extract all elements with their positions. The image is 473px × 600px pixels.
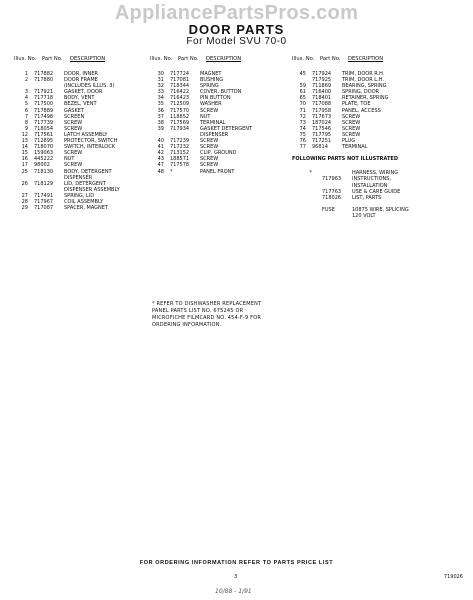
note-line: MICROFICHE FILMCARD NO. 454-F-9 FOR [152, 315, 262, 321]
rows-2 [150, 71, 286, 175]
part-number: 717570 [170, 107, 190, 114]
part-number: 717934 [170, 125, 190, 132]
part-number: 718129 [34, 180, 54, 187]
part-description: BODY, DETERGENT [64, 168, 112, 175]
illus-number: 25 [21, 168, 28, 175]
part-description: BUSHING [200, 77, 224, 84]
handwritten-note: 10/88 - 1/91 [215, 588, 252, 595]
part-description: USE & CARE GUIDE [352, 188, 401, 195]
part-description: TERMINAL [342, 144, 368, 151]
parts-row [150, 169, 286, 175]
part-number: 718026 [322, 194, 342, 201]
part-description: MAGNET [200, 71, 222, 77]
note-line: ORDERING INFORMATION. [152, 322, 222, 328]
illus-number: 36 [157, 107, 164, 114]
illus-number: 26 [21, 180, 28, 187]
part-number: 717795 [312, 131, 332, 138]
part-number: 717967 [34, 198, 54, 205]
part-number: 718401 [312, 95, 332, 102]
illus-number: 45 [299, 71, 306, 77]
header-part-no: Part No. [178, 56, 199, 62]
illus-number: 31 [157, 77, 164, 84]
parts-row [292, 144, 462, 150]
part-description: DISPENSER [64, 174, 93, 181]
part-number: 98002 [34, 162, 50, 169]
part-number: 717578 [170, 162, 190, 169]
part-number: 718054 [34, 125, 54, 132]
part-description: LID, DETERGENT [64, 180, 106, 187]
illus-number: 32 [157, 83, 164, 90]
header-part-no: Part No. [42, 56, 63, 62]
rows-1 [14, 71, 149, 211]
part-description: TRIM, DOOR R.H. [342, 71, 385, 77]
part-number: 717251 [312, 138, 332, 145]
illus-number: 61 [299, 89, 306, 96]
part-number: 188571 [170, 156, 190, 163]
part-description: BEARING, SPRING [342, 83, 387, 90]
part-description: DISPENSER ASSEMBLY [64, 186, 120, 193]
illus-number: 77 [299, 144, 306, 151]
part-description: DOOR, INNER [64, 71, 98, 77]
part-description: SWITCH, INTERLOCK [64, 144, 115, 151]
part-number: 716423 [170, 95, 190, 102]
parts-column-2 [150, 48, 286, 175]
part-description: PROTECTOR, SWITCH [64, 138, 118, 145]
part-number: 712509 [170, 101, 190, 108]
part-description: SCREW [64, 125, 83, 132]
part-description: SPACER, MAGNET [64, 205, 108, 212]
part-description: PANEL, ACCESS [342, 107, 381, 114]
part-description: NUT [64, 156, 75, 163]
illus-number: 13 [21, 138, 28, 145]
part-description: CLIP, GROUND [200, 150, 237, 157]
illus-number: 15 [21, 150, 28, 157]
part-number: * [170, 168, 173, 175]
column-header [14, 48, 149, 62]
part-number: 159063 [34, 150, 54, 157]
part-number: 711869 [312, 83, 332, 90]
part-description: SCREW [342, 113, 361, 120]
document-number: 719026 [443, 574, 463, 580]
illus-number: 39 [157, 125, 164, 132]
header-illus-no: Illus. No. [150, 56, 173, 62]
part-number: 718130 [34, 168, 54, 175]
illus-number: 2 [24, 77, 28, 84]
part-description: NUT [200, 113, 211, 120]
illus-number: 76 [299, 138, 306, 145]
page-number: 3 [234, 574, 238, 580]
part-description: HARNESS, WIRING [352, 170, 399, 177]
parts-row [14, 205, 149, 211]
rows-3 [292, 71, 462, 150]
part-description: SCREW [200, 162, 219, 169]
part-description: SCREEN [64, 113, 85, 120]
illus-number: 59 [299, 83, 306, 90]
illus-number: 16 [21, 156, 28, 163]
ordering-footer: FOR ORDERING INFORMATION REFER TO PARTS PRICE LIST [139, 560, 334, 566]
illus-number: 1 [24, 71, 28, 77]
part-number: 716400 [312, 89, 332, 96]
asterisk-marker: * [309, 170, 312, 177]
part-description: SPRING, LID [64, 192, 95, 199]
column-header [292, 48, 462, 62]
header-illus-no: Illus. No. [292, 56, 315, 62]
part-description: SCREW [342, 125, 361, 132]
part-description: COVER, BUTTON [200, 89, 242, 96]
part-description: SCREW [200, 138, 219, 145]
replacement-panel-note [152, 301, 332, 329]
part-description: SPRING, DOOR [342, 89, 380, 96]
part-number: 717498 [34, 113, 54, 120]
watermark: AppliancePartsPros.com [114, 2, 359, 24]
part-number: 717500 [34, 101, 54, 108]
column-header [150, 48, 286, 62]
illus-number: 71 [299, 107, 306, 114]
part-number: 717924 [312, 71, 332, 77]
part-description: SCREW [200, 156, 219, 163]
not-illustrated-row [292, 213, 462, 219]
illus-number: 70 [299, 101, 306, 108]
part-number: 445222 [34, 156, 54, 163]
illus-number: 7 [24, 113, 28, 120]
part-description: (INCLUDES ILLUS. 3) [64, 83, 115, 90]
part-description: PIN BUTTON [200, 95, 231, 102]
part-description: GASKET, DOOR [64, 89, 103, 96]
part-description: BODY, VENT [64, 95, 95, 102]
part-description: PANEL FRONT [200, 168, 235, 175]
part-description: LIST, PARTS [352, 194, 382, 201]
not-illustrated-heading: FOLLOWING PARTS NOT ILLUSTRATED [292, 156, 398, 163]
part-number: 717925 [312, 77, 332, 84]
illus-number: 33 [157, 89, 164, 96]
part-number: 717718 [34, 95, 54, 102]
header-description: DESCRIPTION [348, 56, 384, 62]
illus-number: 75 [299, 131, 306, 138]
part-number: 717081 [170, 77, 190, 84]
illus-number: 12 [21, 131, 28, 138]
parts-column-3 [292, 48, 462, 219]
part-number: 717569 [170, 119, 190, 126]
part-description: DOOR FRAME [64, 77, 98, 84]
illus-number: 9 [24, 125, 28, 132]
part-number: 717239 [170, 138, 190, 145]
part-number: 717087 [34, 205, 54, 212]
illus-number: 65 [299, 95, 306, 102]
illus-number: 4 [24, 95, 28, 102]
part-number: 717232 [170, 144, 190, 151]
part-number: 712895 [34, 138, 54, 145]
illus-number: 17 [21, 162, 28, 169]
illus-number: 42 [157, 150, 164, 157]
illus-number: 48 [157, 168, 164, 175]
page-title: DOOR PARTS [188, 22, 285, 37]
part-description: SPRING [200, 83, 219, 90]
header-description: DESCRIPTION [70, 56, 106, 62]
part-number: 118852 [170, 113, 190, 120]
illus-number: 72 [299, 113, 306, 120]
illus-number: 38 [157, 119, 164, 126]
part-description: LATCH ASSEMBLY [64, 131, 108, 138]
illus-number: 29 [21, 205, 28, 212]
header-description: DESCRIPTION [206, 56, 242, 62]
part-number [322, 213, 352, 219]
part-number: 717491 [34, 192, 54, 199]
part-number: 717882 [34, 71, 54, 77]
part-description: RETAINER, SPRING [342, 95, 389, 102]
part-description: SCREW [64, 119, 83, 126]
part-description: SCREW [200, 144, 219, 151]
part-description: PLUG [342, 138, 356, 145]
illus-number: 30 [157, 71, 164, 77]
note-line: PANEL PARTS LIST NO. 675245 OR [152, 308, 244, 314]
part-description: INSTRUCTIONS, [352, 176, 392, 183]
part-number: 96814 [312, 144, 328, 151]
part-number: 717088 [312, 101, 332, 108]
part-description: COIL ASSEMBLY [64, 198, 104, 205]
illus-number: 3 [24, 89, 28, 96]
part-number: 717921 [34, 89, 54, 96]
illus-number: 47 [157, 162, 164, 169]
part-number: 717546 [312, 125, 332, 132]
part-number: 717958 [312, 107, 332, 114]
header-part-no: Part No. [320, 56, 341, 62]
not-illustrated-list [292, 170, 462, 219]
part-description: SCREW [342, 119, 361, 126]
part-description: BEZEL, VENT [64, 101, 97, 108]
illus-number: 14 [21, 144, 28, 151]
part-number: 718070 [34, 144, 54, 151]
part-description: INSTALLATION [352, 182, 388, 189]
part-description: SCREW [64, 162, 83, 169]
header-illus-no: Illus. No. [14, 56, 37, 62]
part-description: TERMINAL [200, 119, 226, 126]
part-number: 716422 [170, 89, 190, 96]
part-description: 10875 WIRE, SPLICING [352, 206, 409, 213]
illus-number: 74 [299, 125, 306, 132]
part-description: GASKET [64, 107, 84, 114]
part-number: 718344 [170, 83, 190, 90]
illus-number: 6 [24, 107, 28, 114]
part-description: PLATE, TOE [342, 101, 371, 108]
illus-number: 41 [157, 144, 164, 151]
page-subtitle: For Model SVU 70-0 [186, 36, 287, 47]
illus-number: 5 [24, 101, 28, 108]
part-number: 717880 [34, 77, 54, 84]
part-number: 717724 [170, 71, 190, 77]
asterisk-marker [292, 213, 322, 219]
part-number: 187024 [312, 119, 332, 126]
part-description: SCREW [200, 107, 219, 114]
part-description: DISPENSER [200, 131, 229, 138]
part-description: SCREW [342, 131, 361, 138]
part-number: 717963 [322, 176, 342, 183]
part-number: 717763 [322, 188, 342, 195]
part-description: 120 VOLT [352, 212, 376, 219]
part-number: FUSE [322, 206, 335, 213]
illus-number: 43 [157, 156, 164, 163]
part-number: 717673 [312, 113, 332, 120]
part-number: 717889 [34, 107, 54, 114]
part-description: SCREW [64, 150, 83, 157]
illus-number: 40 [157, 138, 164, 145]
part-description: TRIM, DOOR L.H. [342, 77, 384, 84]
illus-number: 34 [157, 95, 164, 102]
illus-number: 28 [21, 198, 28, 205]
part-number: 717561 [34, 131, 54, 138]
illus-number: 8 [24, 119, 28, 126]
illus-number: 27 [21, 192, 28, 199]
illus-number: 35 [157, 101, 164, 108]
illus-number: 73 [299, 119, 306, 126]
part-number: 713152 [170, 150, 190, 157]
part-description: GASKET DETERGENT [200, 125, 253, 132]
parts-column-1 [14, 48, 149, 211]
illus-number: 37 [157, 113, 164, 120]
note-line: * REFER TO DISHWASHER REPLACEMENT [152, 301, 262, 307]
part-number: 717739 [34, 119, 54, 126]
part-description: WASHER [200, 101, 222, 108]
